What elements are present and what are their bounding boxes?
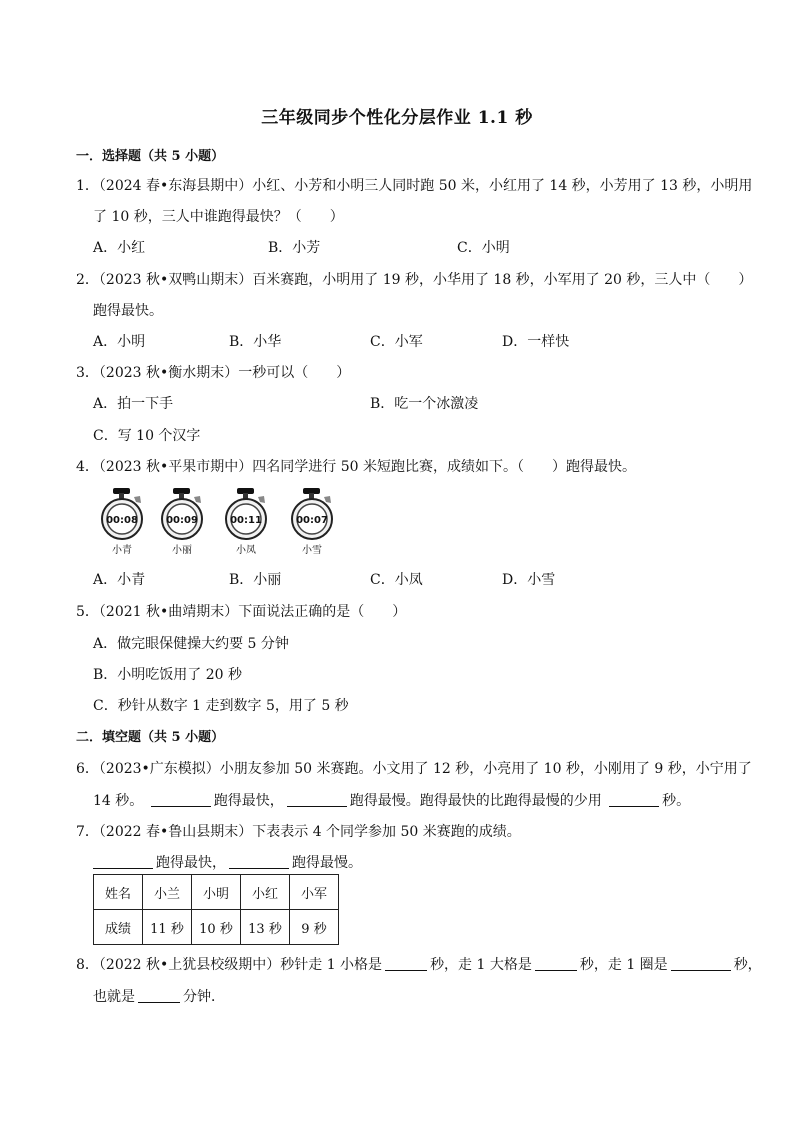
question-3-option-b[interactable]: B．吃一个冰激凌 (370, 396, 479, 412)
question-7-text-b: 跑得最慢。 (292, 855, 362, 871)
answer-blank[interactable] (671, 956, 731, 971)
answer-blank[interactable] (93, 854, 153, 869)
question-4-line-1: 4．（2023 秋•平果市期中）四名同学进行 50 米短跑比赛，成绩如下。（ ）跑得最快。 (76, 459, 636, 475)
answer-blank[interactable] (138, 988, 180, 1003)
question-7-text-a: 跑得最快， (156, 855, 226, 871)
table-cell: 9 秒 (290, 910, 339, 945)
table-cell: 小兰 (143, 875, 192, 910)
question-6-text-b: 跑得最快， (213, 793, 284, 809)
answer-blank[interactable] (385, 956, 427, 971)
answer-blank[interactable] (535, 956, 577, 971)
stopwatch-icon (218, 487, 274, 541)
question-2-option-c[interactable]: C．小军 (370, 334, 423, 350)
stopwatch-3 (218, 487, 274, 557)
question-3-option-c[interactable]: C．写 10 个汉字 (93, 428, 201, 444)
stopwatch-name: 小丽 (172, 545, 192, 556)
question-4-option-d[interactable]: D．小雪 (502, 572, 556, 588)
stopwatch-time: 00:07 (296, 515, 328, 526)
table-cell: 姓名 (94, 875, 143, 910)
question-2-option-d[interactable]: D．一样快 (502, 334, 570, 350)
question-1-option-b[interactable]: B．小芳 (268, 240, 321, 256)
answer-blank[interactable] (609, 792, 659, 807)
question-8-text-b: 秒，走 1 大格是 (430, 957, 532, 973)
question-1-line-2: 了 10 秒，三人中谁跑得最快？（ ） (93, 209, 344, 225)
table-cell: 10 秒 (192, 910, 241, 945)
stopwatch-2 (154, 487, 210, 557)
score-table (93, 874, 339, 945)
stopwatch-icon (154, 487, 210, 541)
question-5-line-1: 5．（2021 秋•曲靖期末）下面说法正确的是（ ） (76, 604, 407, 620)
stopwatch-1 (94, 487, 150, 557)
question-7-line-1: 7．（2022 春•鲁山县期末）下表表示 4 个同学参加 50 米赛跑的成绩。 (76, 824, 521, 840)
table-cell: 小红 (241, 875, 290, 910)
question-4-option-c[interactable]: C．小凤 (370, 572, 423, 588)
stopwatch-name: 小雪 (302, 545, 322, 556)
question-5-option-c[interactable]: C．秒针从数字 1 走到数字 5，用了 5 秒 (93, 698, 349, 714)
question-5-option-b[interactable]: B．小明吃饭用了 20 秒 (93, 667, 243, 683)
answer-blank[interactable] (287, 792, 347, 807)
question-1-line-1: 1．（2024 春•东海县期中）小红、小芳和小明三人同时跑 50 米，小红用了 14 秒，小芳用了 13 秒，小明用 (76, 178, 753, 194)
table-cell: 成绩 (94, 910, 143, 945)
page-title: 三年级同步个性化分层作业 1.1 秒 (261, 108, 533, 128)
question-6-text-a: 14 秒。 (93, 793, 144, 809)
stopwatch-icon (94, 487, 150, 541)
question-8-text-e: 也就是 (93, 989, 135, 1005)
section-heading-fill: 二．填空题（共 5 小题） (76, 730, 225, 745)
stopwatch-time: 00:08 (106, 515, 138, 526)
stopwatch-4 (284, 487, 340, 557)
question-5-option-a[interactable]: A．做完眼保健操大约要 5 分钟 (93, 636, 289, 652)
question-3-line-1: 3．（2023 秋•衡水期末）一秒可以（ ） (76, 365, 351, 381)
question-2-option-a[interactable]: A．小明 (93, 334, 146, 350)
stopwatch-time: 00:11 (230, 515, 262, 526)
stopwatch-time: 00:09 (166, 515, 198, 526)
question-2-line-2: 跑得最快。 (93, 303, 163, 319)
question-6-line-1: 6．（2023•广东模拟）小朋友参加 50 米赛跑。小文用了 12 秒，小亮用了 10 秒，小刚用了 9 秒，小宁用了 (76, 761, 752, 777)
table-row (94, 910, 339, 945)
answer-blank[interactable] (151, 792, 211, 807)
question-8-text-f: 分钟． (183, 989, 225, 1005)
table-cell: 13 秒 (241, 910, 290, 945)
question-1-option-a[interactable]: A．小红 (93, 240, 146, 256)
question-8-text-c: 秒，走 1 圈是 (579, 957, 668, 973)
question-7-line-2 (93, 852, 362, 872)
question-6-line-2 (93, 790, 690, 810)
question-6-text-d: 秒。 (662, 793, 691, 809)
question-2-line-1: 2．（2023 秋•双鸭山期末）百米赛跑，小明用了 19 秒，小华用了 18 秒，小军用了 20 秒，三人中（ ） (76, 272, 753, 288)
question-4-option-b[interactable]: B．小丽 (229, 572, 282, 588)
table-cell: 小明 (192, 875, 241, 910)
table-cell: 11 秒 (143, 910, 192, 945)
table-row (94, 875, 339, 910)
answer-blank[interactable] (229, 854, 289, 869)
question-8-line-2 (93, 986, 225, 1006)
stopwatch-name: 小凤 (236, 545, 256, 556)
question-8-text-d: 秒， (733, 957, 762, 973)
question-6-text-c: 跑得最慢。跑得最快的比跑得最慢的少用 (349, 793, 602, 809)
question-3-option-a[interactable]: A．拍一下手 (93, 396, 174, 412)
question-4-option-a[interactable]: A．小青 (93, 572, 146, 588)
question-8-text-a: 8．（2022 秋•上犹县校级期中）秒针走 1 小格是 (76, 957, 383, 973)
stopwatch-icon (284, 487, 340, 541)
question-1-option-c[interactable]: C．小明 (457, 240, 510, 256)
question-2-option-b[interactable]: B．小华 (229, 334, 282, 350)
question-8-line-1 (76, 954, 762, 974)
section-heading-choice: 一．选择题（共 5 小题） (76, 149, 225, 164)
table-cell: 小军 (290, 875, 339, 910)
stopwatch-name: 小青 (112, 545, 132, 556)
